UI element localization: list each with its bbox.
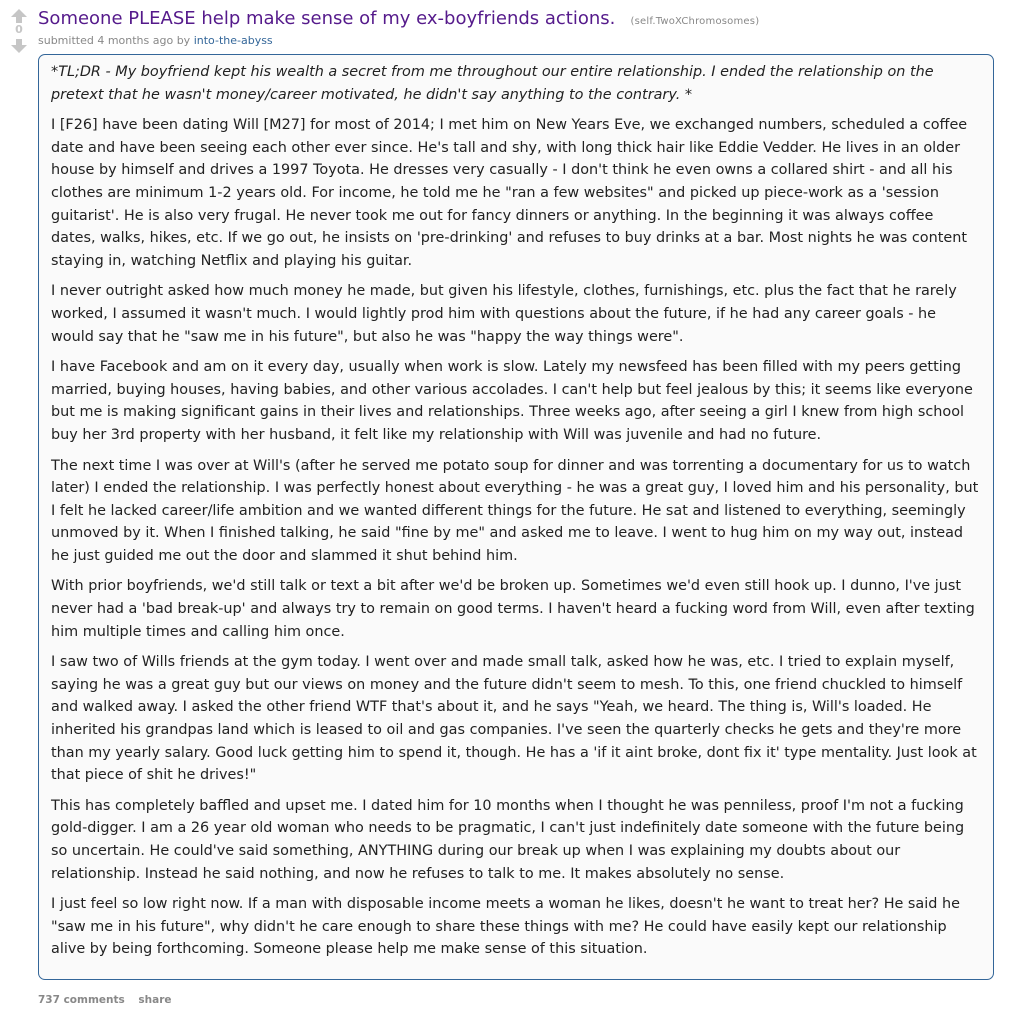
- post-selftext: [38, 54, 994, 980]
- post-buttons: [38, 994, 182, 1006]
- body-paragraph: The next time I was over at Will's (after he served me potato soup for dinner and was torrenting a documentary for us to watch later) I ended the relationship. I was perfectly honest about everything - he was a great guy, I loved him and his personality, but I felt he lacked career/life ambition and we wanted different things for the future. He sat and listened to everything, seemingly unmoved by it. When I finished talking, he said "fine by me" and asked me to leave. I went to hug him on my way out, instead he just guided me out the door and slammed it shut behind him.: [51, 457, 979, 564]
- post-domain[interactable]: (self.TwoXChromosomes): [630, 16, 760, 27]
- comments-link[interactable]: 737 comments: [38, 994, 125, 1006]
- body-paragraph: I never outright asked how much money he made, but given his lifestyle, clothes, furnishings, etc. plus the fact that he rarely worked, I assumed it wasn't much. I would lightly prod him with questions about the future, if he had any career goals - he would say that he "saw me in his future", but also he was "happy the way things were".: [51, 283, 957, 345]
- post-title-link[interactable]: Someone PLEASE help make sense of my ex-boyfriends actions.: [38, 8, 616, 29]
- score: 0: [15, 23, 23, 36]
- upvote-arrow-icon[interactable]: [7, 8, 31, 22]
- body-paragraph: This has completely baffled and upset me. I dated him for 10 months when I thought he was penniless, proof I'm not a fucking gold-digger. I am a 26 year old woman who needs to be pragmatic, I can't just indefinitely date someone with the future being so uncertain. He could've said something, ANYTHING during our break up when I was explaining my doubts about our relationship. Instead he said nothing, and now he refuses to talk to me. It makes absolutely no sense.: [51, 797, 965, 882]
- body-paragraph: I just feel so low right now. If a man with disposable income meets a woman he likes, doesn't he want to treat her? He said he "saw me in his future", why didn't he care enough to share these things with me? He could have easily kept our relationship alive by being forthcoming. Someone please help me make sense of this situation.: [51, 896, 960, 958]
- post-tagline: [38, 33, 1010, 49]
- body-paragraph: I [F26] have been dating Will [M27] for most of 2014; I met him on New Years Eve, we exchanged numbers, scheduled a coffee date and have been seeing each other ever since. He's tall and shy, with long thick hair like Eddie Vedder. He lives in an older house by himself and drives a 1997 Toyota. He dresses very casually - I don't think he even owns a collared shirt - and all his clothes are minimum 1-2 years old. For income, he told me he "ran a few websites" and picked up piece-work as a 'session guitarist'. He is also very frugal. He never took me out for fancy dinners or anything. In the beginning it was always coffee dates, walks, hikes, etc. If we go out, he insists on 'pre-drinking' and refuses to buy drinks at a bar. Most nights he was content staying in, watching Netflix and playing his guitar.: [51, 117, 968, 269]
- post-entry: [38, 6, 1010, 49]
- submitted-text: submitted 4 months ago by: [38, 34, 194, 47]
- downvote-arrow-icon[interactable]: [7, 38, 31, 52]
- body-paragraph: I have Facebook and am on it every day, usually when work is slow. Lately my newsfeed has been filled with my peers getting married, buying houses, having babies, and other various accolades. I can't help but feel jealous by this; it seems like everyone but me is making significant gains in their lives and relationships. Three weeks ago, after seeing a girl I knew from high school buy her 3rd property with her husband, it felt like my relationship with Will was juvenile and had no future.: [51, 359, 973, 443]
- share-link[interactable]: share: [138, 994, 172, 1006]
- body-paragraph: With prior boyfriends, we'd still talk or text a bit after we'd be broken up. Sometimes we'd even still hook up. I dunno, I've just never had a 'bad break-up' and always try to remain on good terms. I haven't heard a fucking word from Will, even after texting him multiple times and calling him once.: [51, 578, 975, 640]
- body-paragraph: I saw two of Wills friends at the gym today. I went over and made small talk, asked how he was, etc. I tried to explain myself, saying he was a great guy but our views on money and the future didn't seem to mesh. To this, one friend chuckled to himself and walked away. I asked the other friend WTF that's about it, and he says "Yeah, we heard. The thing is, Will's loaded. He inherited his grandpas land which is leased to oil and gas companies. I've seen the quarterly checks he gets and they're more than my yearly salary. Good luck getting him to spend it, though. He has a 'if it aint broke, dont fix it' type mentality. Just look at that piece of shit he drives!": [51, 654, 977, 784]
- author-link[interactable]: into-the-abyss: [193, 34, 273, 47]
- tldr-paragraph: *TL;DR - My boyfriend kept his wealth a secret from me throughout our entire relationship. I ended the relationship on the pretext that he wasn't money/career motivated, he didn't say anything to the contrary. *: [51, 64, 934, 103]
- title-line: [38, 6, 1010, 35]
- vote-column: [6, 8, 32, 52]
